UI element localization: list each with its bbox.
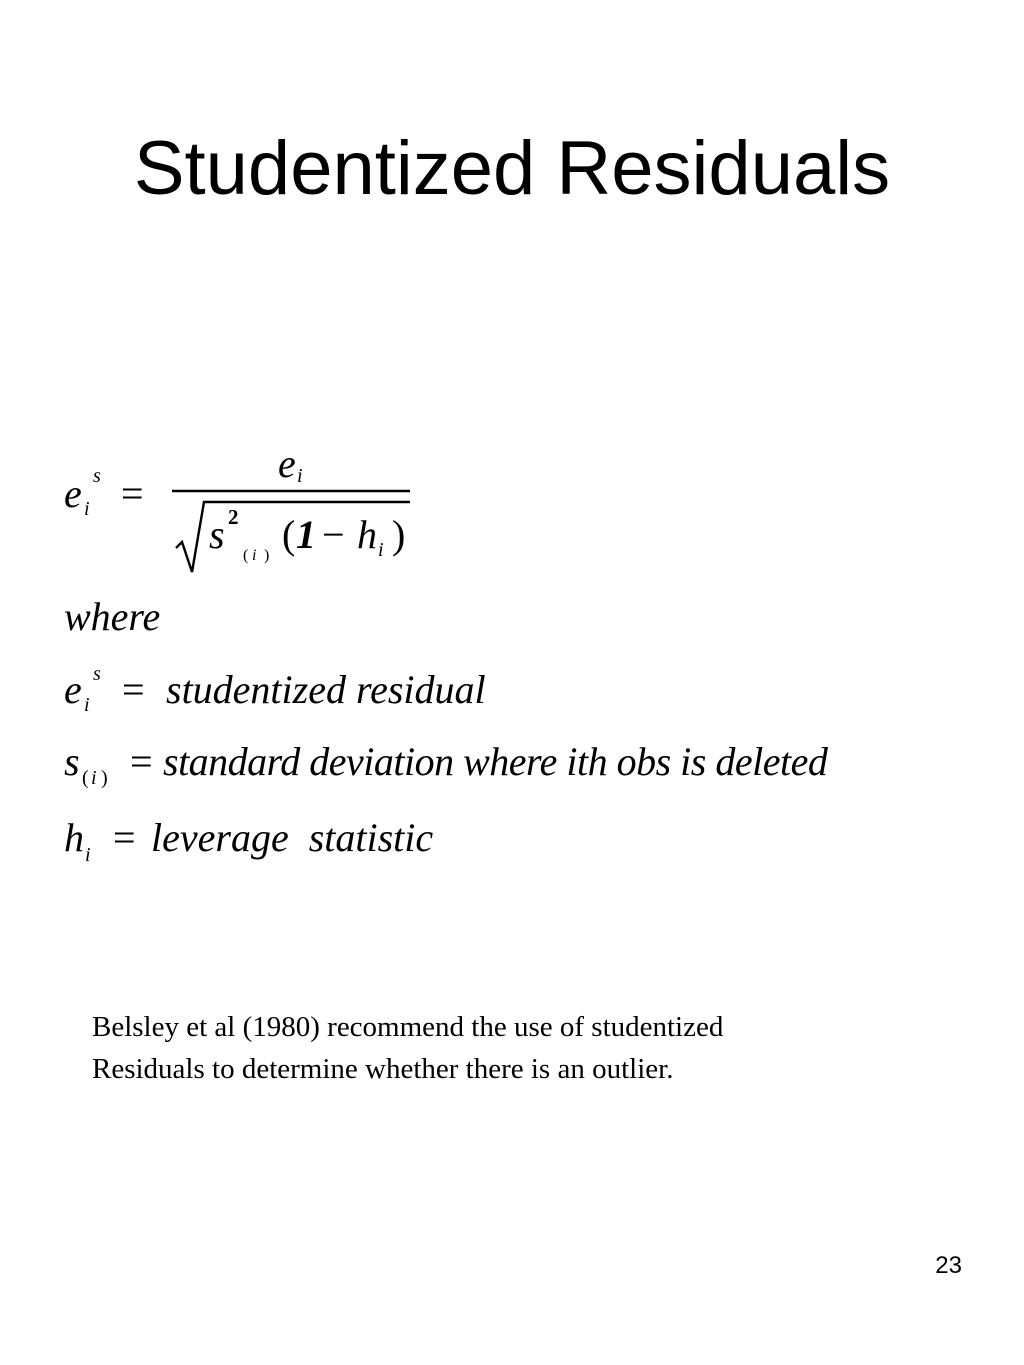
page-number: 23: [935, 1252, 962, 1279]
def3-equals: =: [113, 815, 136, 860]
formula-den-h: h: [357, 512, 377, 557]
reference-note: [92, 1006, 952, 1090]
def2-sub-i: i: [91, 767, 97, 789]
formula-equals: =: [121, 471, 144, 516]
formula-den-sup-2: 2: [228, 505, 239, 529]
def2-text: standard deviation where ith obs is deleted: [163, 739, 828, 784]
formula-den-close-paren: ): [392, 512, 406, 557]
formula-den-one: 1: [296, 512, 316, 557]
formula-den-sub-i: i: [252, 547, 257, 564]
def2-sub-close: ): [101, 767, 108, 789]
def3-text: leverage statistic: [151, 815, 434, 860]
formula-den-s: s: [209, 512, 225, 557]
def1-sup-s: s: [93, 663, 101, 685]
slide-title: Studentized Residuals: [133, 126, 891, 211]
formula-lhs-sup-s: s: [93, 465, 101, 487]
def3-sub-i: i: [85, 844, 91, 866]
def2-sub-open: (: [82, 767, 89, 789]
def1-text: studentized residual: [166, 667, 486, 712]
def1-sub-i: i: [84, 694, 90, 716]
formula-numerator-sub-i: i: [297, 465, 303, 487]
formula-den-open-paren: (: [282, 512, 296, 557]
formula-den-minus: −: [322, 512, 345, 557]
where-label: where: [64, 594, 161, 639]
formula-numerator-e: e: [278, 441, 296, 486]
formula-den-sub-open: (: [243, 547, 249, 564]
note-line-2: Residuals to determine whether there is an outlier.: [92, 1053, 674, 1085]
def1-equals: =: [122, 667, 145, 712]
formula-den-sub-close: ): [264, 547, 270, 564]
formula-lhs-sub-i: i: [84, 498, 90, 520]
def1-e: e: [64, 667, 82, 712]
def3-h: h: [64, 815, 84, 860]
def2-s: s: [64, 739, 80, 784]
formula-lhs-e: e: [64, 471, 82, 516]
def2-equals: =: [130, 739, 153, 784]
note-line-1: Belsley et al (1980) recommend the use of studentized: [92, 1011, 724, 1043]
formula-den-h-sub-i: i: [378, 539, 384, 561]
